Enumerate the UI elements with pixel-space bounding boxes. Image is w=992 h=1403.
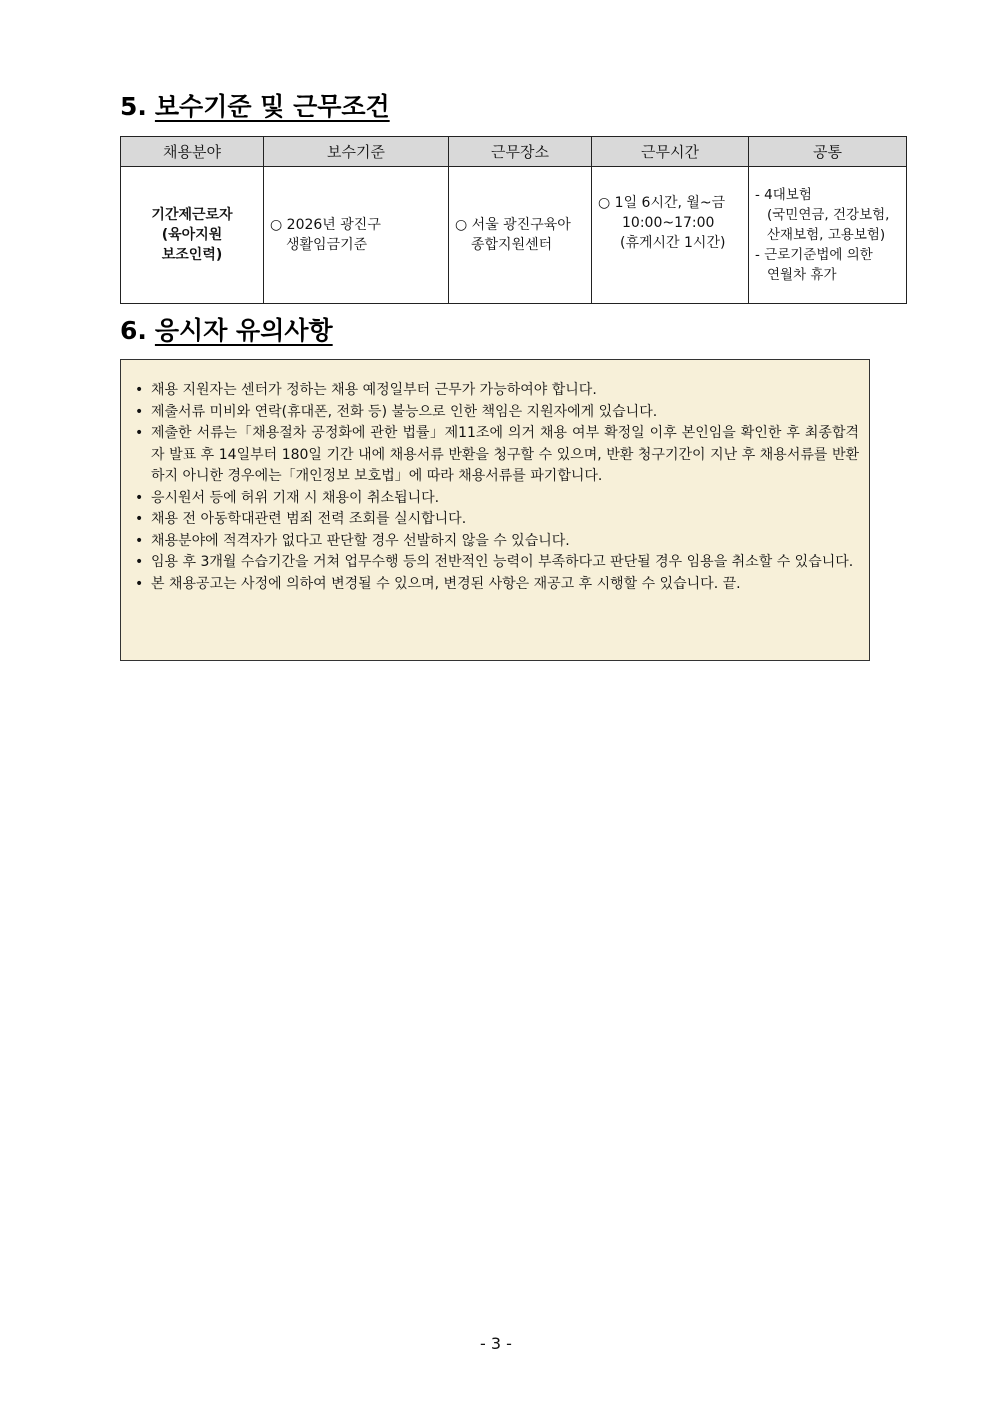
note-text: 채용 전 아동학대관련 범죄 전력 조회를 실시합니다. <box>151 511 467 527</box>
bullet-icon: • <box>135 532 144 549</box>
bullet-icon: • <box>135 511 144 527</box>
common-line: (국민연금, 건강보험, <box>767 207 890 223</box>
note-text: 채용분야에 적격자가 없다고 판단할 경우 선발하지 않을 수 있습니다. <box>151 532 570 549</box>
cell-field <box>121 167 264 304</box>
section-5-heading: 보수기준 및 근무조건 <box>154 92 390 121</box>
list-item <box>135 488 859 510</box>
note-text: 채용 지원자는 센터가 정하는 채용 예정일부터 근무가 가능하여야 합니다. <box>151 382 597 398</box>
common-line: - 4대보험 <box>755 187 812 203</box>
place-line: 종합지원센터 <box>471 237 553 253</box>
cell-time <box>592 167 749 304</box>
note-text: 제출서류 미비와 연락(휴대폰, 전화 등) 불능으로 인한 책임은 지원자에게 있습니다. <box>151 403 658 420</box>
header-place: 근무장소 <box>449 137 592 167</box>
note-text: 제출한 서류는「채용절차 공정화에 관한 법률」제11조에 의거 채용 여부 확정일 이후 본인임을 확인한 후 최종합격자 발표 후 14일부터 180일 기간 내에 채용서류 반환을 청구할 수 있으며, 반환 청구기간이 지난 후 채용서류를 반환하지 아니한 경우에는「개인정보 보호법」에 따라 채용서류를 파기합니다. <box>151 425 859 484</box>
pay-line: 생활임금기준 <box>286 237 368 253</box>
note-text: 응시원서 등에 허위 기재 시 채용이 취소됩니다. <box>151 489 440 506</box>
time-line: (휴게시간 1시간) <box>620 235 726 251</box>
table-header-row <box>121 137 907 167</box>
section-6-number: 6. <box>120 316 147 345</box>
notes-box <box>120 359 870 661</box>
header-time: 근무시간 <box>592 137 749 167</box>
bullet-icon: • <box>135 575 144 592</box>
common-line: 산재보험, 고용보험) <box>767 227 886 243</box>
note-text: 본 채용공고는 사정에 의하여 변경될 수 있으며, 변경된 사항은 재공고 후 시행할 수 있습니다. 끝. <box>151 575 741 592</box>
cell-common <box>749 167 907 304</box>
time-line: ○ 1일 6시간, 월~금 <box>598 195 726 211</box>
work-conditions-table <box>120 136 907 304</box>
bullet-icon: • <box>135 403 144 420</box>
common-line: 연월차 휴가 <box>767 267 837 283</box>
cell-pay <box>264 167 449 304</box>
section-5-number: 5. <box>120 92 147 121</box>
section-5-title <box>120 92 390 122</box>
note-text: 임용 후 3개월 수습기간을 거쳐 업무수행 등의 전반적인 능력이 부족하다고 판단될 경우 임용을 취소할 수 있습니다. <box>151 554 854 570</box>
common-line: - 근로기준법에 의한 <box>755 247 873 263</box>
notes-list <box>135 380 859 595</box>
list-item <box>135 509 859 531</box>
field-line: (육아지원 <box>161 227 223 243</box>
list-item <box>135 574 859 596</box>
table-row <box>121 167 907 304</box>
bullet-icon: • <box>135 382 144 398</box>
time-line: 10:00~17:00 <box>622 215 715 231</box>
list-item <box>135 402 859 424</box>
section-6-heading: 응시자 유의사항 <box>154 316 333 345</box>
bullet-icon: • <box>135 554 144 570</box>
list-item <box>135 380 859 402</box>
list-item <box>135 423 859 488</box>
header-pay: 보수기준 <box>264 137 449 167</box>
cell-place <box>449 167 592 304</box>
bullet-icon: • <box>135 489 144 506</box>
field-line: 기간제근로자 <box>151 207 233 223</box>
page-number: - 3 - <box>480 1334 512 1353</box>
bullet-icon: • <box>135 425 144 441</box>
pay-line: ○ 2026년 광진구 <box>270 217 381 233</box>
list-item <box>135 552 859 574</box>
list-item <box>135 531 859 553</box>
field-line: 보조인력) <box>161 247 223 263</box>
header-field: 채용분야 <box>121 137 264 167</box>
place-line: ○ 서울 광진구육아 <box>455 217 571 233</box>
section-6-title <box>120 316 333 346</box>
header-common: 공통 <box>749 137 907 167</box>
